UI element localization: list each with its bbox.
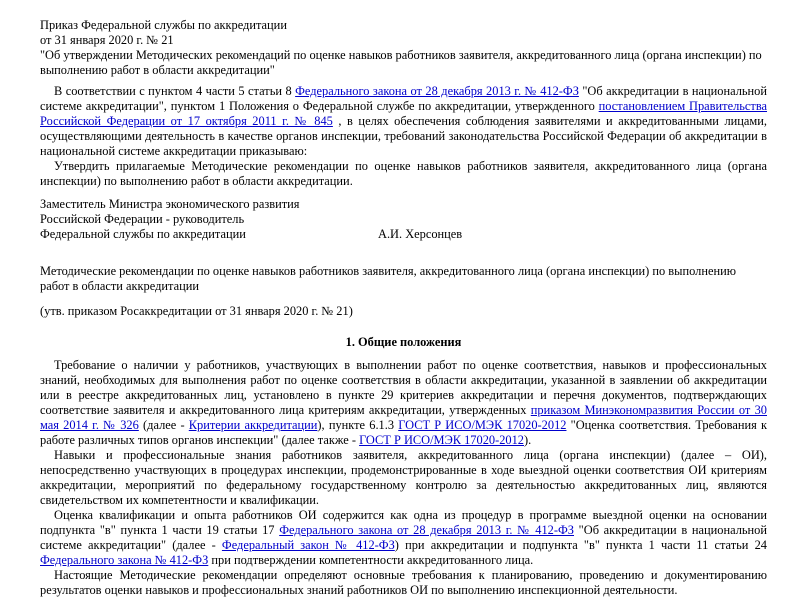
section-1-paragraph-1: Требование о наличии у работников, участвующих в выполнении работ по оценке соответствия, навыков и профессиональных знаний, необходимых для выполнения работ по оценке соответствия в области аккредитации, указанной в заявлении об аккредитации или в реестре аккредитованных лиц, установлено в пункте 29 критериев аккредитации и перечня документов, подтверждающих соответствие заявителя и аккредитованного лица критериям аккредитации, утвержденных приказом Минэкономразвития России от 30 мая 2014 г. № 326 (далее - Критерии аккредитации), пункте 6.1.3 ГОСТ Р ИСО/МЭК 17020-2012 "Оценка соответствия. Требования к работе различных типов органов инспекции" (далее также - ГОСТ Р ИСО/МЭК 17020-2012). [40, 358, 767, 447]
document-header [40, 18, 767, 78]
intro-paragraph-2: Утвердить прилагаемые Методические рекомендации по оценке навыков работников заявителя, аккредитованного лица (органа инспекции) по выполнению работ в области аккредитации. [40, 159, 767, 188]
law-412fz-link[interactable]: Федерального закона от 28 декабря 2013 г. № 412-ФЗ [295, 84, 579, 98]
order-date-line: от 31 января 2020 г. № 21 [40, 33, 174, 47]
federal-law-412fz-short-link-2[interactable]: Федерального закона № 412-ФЗ [40, 553, 209, 567]
signature-line-1: Заместитель Министра экономического развития [40, 197, 300, 211]
signatory-name: А.И. Херсонцев [378, 227, 463, 241]
accreditation-criteria-link[interactable]: Критерии аккредитации [188, 418, 318, 432]
section-1-paragraph-2: Навыки и профессиональные знания работников заявителя, аккредитованного лица (органа инспекции) (далее – ОИ), непосредственно участвующих в процедурах инспекции, продемонстрированные в ходе выездной оценки соответствия ОИ критериям аккредитации, мероприятий по федеральному государственному контролю за деятельностью аккредитованных лиц, являются свидетельством их компетентности и квалификации. [40, 448, 767, 507]
intro-paragraph-1: В соответствии с пунктом 4 части 5 статьи 8 Федерального закона от 28 декабря 2013 г. № 412-ФЗ "Об аккредитации в национальной системе аккредитации", пунктом 1 Положения о Федеральной службе по аккредитации, утвержденного постановлением Правительства Российской Федерации от 17 октября 2011 г. № 845 , в целях обеспечения соблюдения заявителями и аккредитованными лицами, осуществляющими деятельность в качестве органов инспекции, требований законодательства Российской Федерации об аккредитации в национальной системе аккредитации приказываю: [40, 84, 768, 158]
law-412fz-link-2[interactable]: Федерального закона от 28 декабря 2013 г. № 412-ФЗ [279, 523, 574, 537]
approval-note: (утв. приказом Росаккредитации от 31 января 2020 г. № 21) [40, 304, 353, 318]
section-1-paragraph-3: Оценка квалификации и опыта работников ОИ содержится как одна из процедур в программе выездной оценки на основании подпункта "в" пункта 1 части 19 статьи 17 Федерального закона от 28 декабря 2013 г. № 412-ФЗ "Об аккредитации в национальной системе аккредитации" (далее - Федеральный закон № 412-ФЗ) при аккредитации и подпункта "в" пункта 1 части 11 статьи 24 Федерального закона № 412-ФЗ при подтверждении компетентности аккредитованного лица. [40, 508, 767, 567]
order-326-link[interactable]: приказом Минэкономразвития России от 30 мая 2014 г. № 326 [40, 403, 767, 432]
recommendations-title: Методические рекомендации по оценке навыков работников заявителя, аккредитованного лица (органа инспекции) по выполнению работ в области аккредитации [40, 264, 736, 293]
signature-line-2: Российской Федерации - руководитель [40, 212, 245, 226]
gost-17020-link-2[interactable]: ГОСТ Р ИСО/МЭК 17020-2012 [359, 433, 524, 447]
order-subject-line: "Об утверждении Методических рекомендаций по оценке навыков работников заявителя, аккредитованного лица (органа инспекции) по выполнению работ в области аккредитации" [40, 48, 762, 77]
government-decree-845-link[interactable]: постановлением Правительства Российской Федерации от 17 октября 2011 г. № 845 [40, 99, 768, 128]
section-1-paragraph-4: Настоящие Методические рекомендации определяют основные требования к планированию, проведению и документированию результатов оценки навыков и профессиональных знаний работников ОИ по выполнению инспекционной деятельности. [40, 568, 767, 597]
signature-line-3: Федеральной службы по аккредитации [40, 227, 246, 241]
order-title-line: Приказ Федеральной службы по аккредитации [40, 18, 287, 32]
section-1-heading: 1. Общие положения [345, 335, 462, 349]
gost-17020-link[interactable]: ГОСТ Р ИСО/МЭК 17020-2012 [398, 418, 567, 432]
signature-block [40, 197, 767, 242]
federal-law-412fz-short-link[interactable]: Федеральный закон № 412-ФЗ [221, 538, 395, 552]
